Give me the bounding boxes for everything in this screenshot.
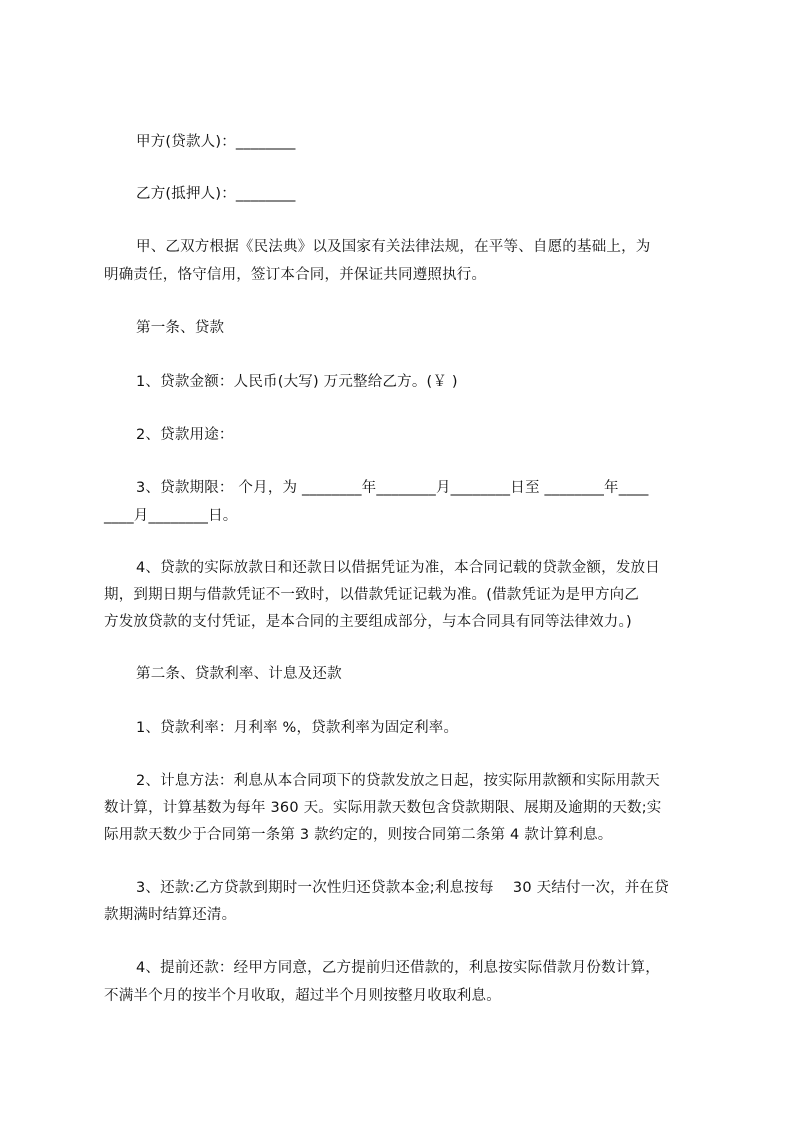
article-2-item-3-line-2: 款期满时结算还清。 <box>104 907 237 923</box>
article-2-item-4-line-2: 不满半个月的按半个月收取，超过半个月则按整月收取利息。 <box>104 988 501 1004</box>
party-a-line: 甲方(贷款人)：________ <box>136 134 296 150</box>
preamble-line-1: 甲、乙双方根据《民法典》以及国家有关法律法规，在平等、自愿的基础上，为 <box>136 239 651 255</box>
article-1-item-3-line-1: 3、贷款期限： 个月，为 ________年________月________日至 ________年____ <box>136 480 649 496</box>
article-1-item-4-line-3: 方发放贷款的支付凭证，是本合同的主要组成部分，与本合同具有同等法律效力。) <box>104 614 632 630</box>
article-2-item-2-line-3: 际用款天数少于合同第一条第 3 款约定的，则按合同第二条第 4 款计算利息。 <box>104 827 613 843</box>
article-1-item-3-line-2: ____月________日。 <box>104 508 238 524</box>
preamble-line-2: 明确责任，恪守信用，签订本合同，并保证共同遵照执行。 <box>104 267 487 283</box>
article-2-item-3-line-1: 3、还款:乙方贷款到期时一次性归还贷款本金;利息按每 30 天结付一次，并在贷 <box>136 880 669 896</box>
article-1-item-2: 2、贷款用途： <box>136 427 234 443</box>
article-1-title: 第一条、贷款 <box>136 320 225 336</box>
article-2-item-1: 1、贷款利率：月利率 %，贷款利率为固定利率。 <box>136 720 459 736</box>
article-1-item-1: 1、贷款金额：人民币(大写) 万元整给乙方。(￥ ) <box>136 374 458 390</box>
article-2-item-2-line-2: 数计算，计算基数为每年 360 天。实际用款天数包含贷款期限、展期及逾期的天数;实 <box>104 800 662 816</box>
party-b-line: 乙方(抵押人)：________ <box>136 186 296 202</box>
article-1-item-4-line-2: 期，到期日期与借款凭证不一致时，以借款凭证记载为准。(借款凭证为是甲方向乙 <box>104 587 640 603</box>
article-2-item-2-line-1: 2、计息方法：利息从本合同项下的贷款发放之日起，按实际用款额和实际用款天 <box>136 773 660 789</box>
article-2-item-4-line-1: 4、提前还款：经甲方同意，乙方提前归还借款的，利息按实际借款月份数计算， <box>136 960 660 976</box>
article-1-item-4-line-1: 4、贷款的实际放款日和还款日以借据凭证为准，本合同记载的贷款金额，发放日 <box>136 560 660 576</box>
article-2-title: 第二条、贷款利率、计息及还款 <box>136 666 342 682</box>
